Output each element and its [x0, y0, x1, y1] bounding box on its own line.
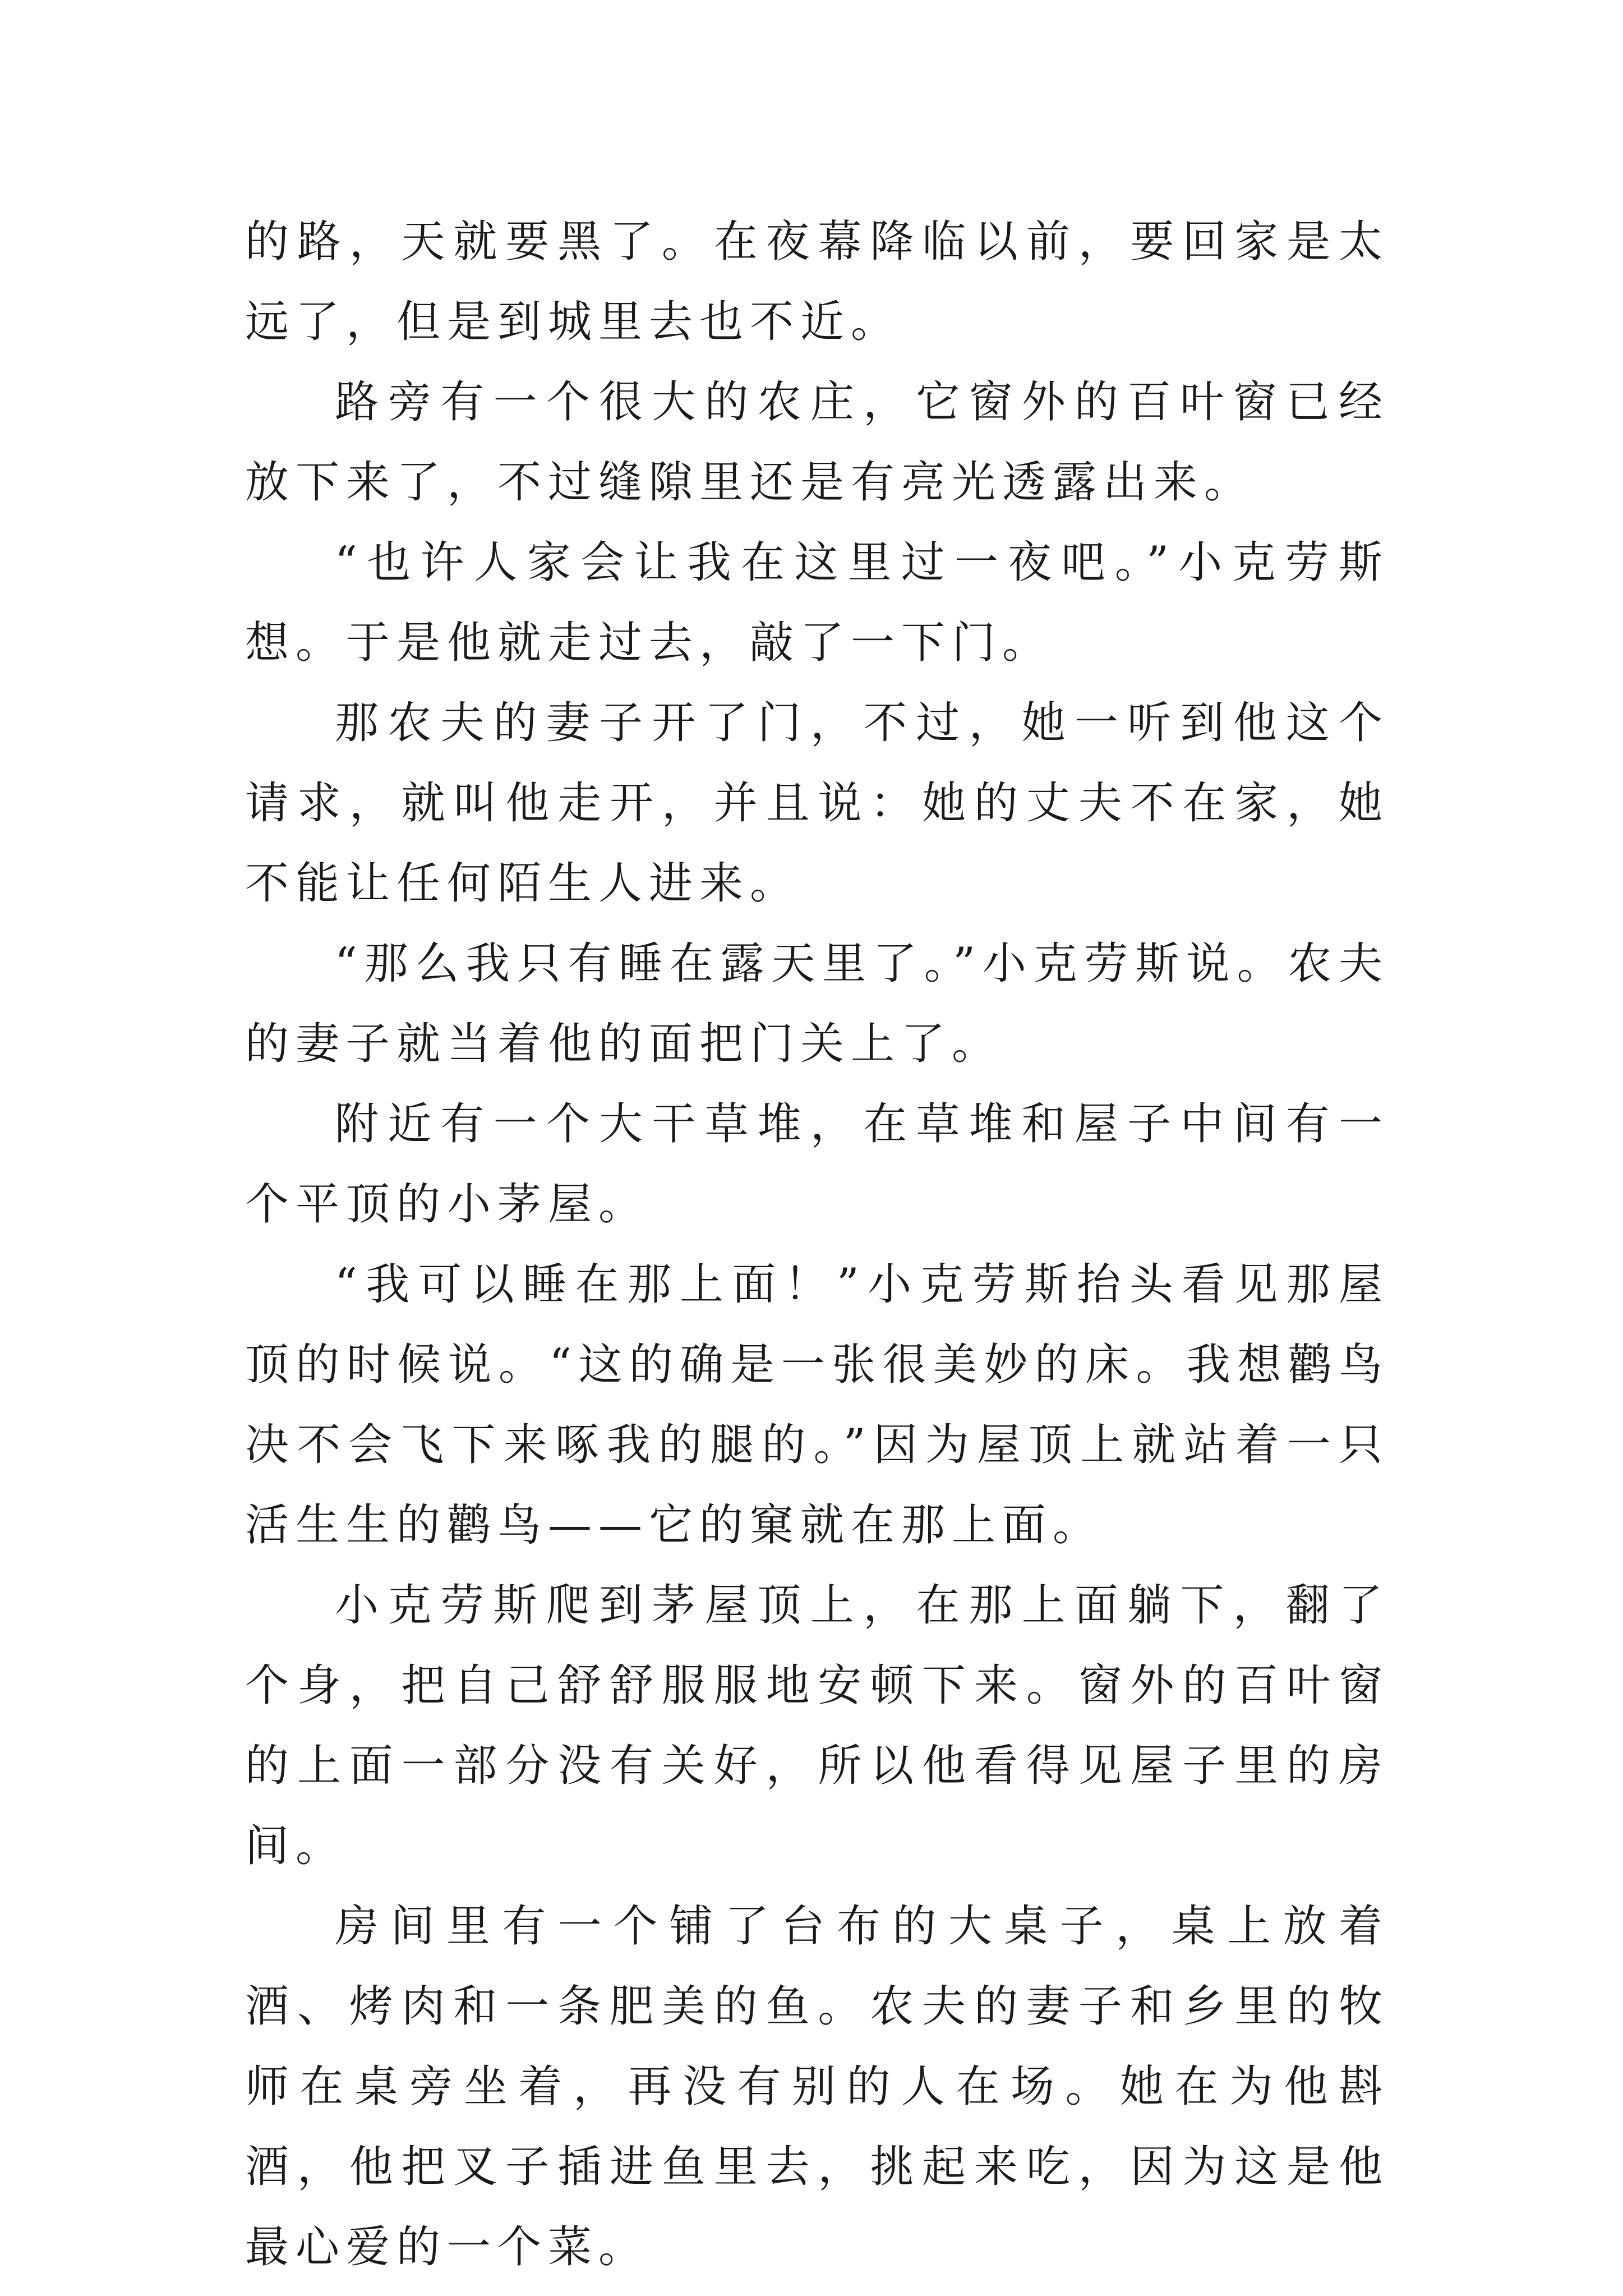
paragraph-8: 小克劳斯爬到茅屋顶上，在那上面躺下，翻了个身，把自己舒舒服服地安顿下来。窗外的百叶窗的上面一部分没有关好，所以他看得见屋子里的房间。 [245, 1580, 1389, 1871]
paragraph-1: 的路，天就要黑了。在夜幕降临以前，要回家是太远了，但是到城里去也不近。 [245, 217, 1389, 347]
paragraph-7: “我可以睡在那上面！”小克劳斯抬头看见那屋顶的时候说。“这的确是一张很美妙的床。我想鹳鸟决不会飞下来啄我的腿的。”因为屋顶上就站着一只活生生的鹳鸟——它的窠就在那上面。 [245, 1259, 1389, 1550]
paragraph-2: 路旁有一个很大的农庄，它窗外的百叶窗已经放下来了，不过缝隙里还是有亮光透露出来。 [245, 377, 1389, 508]
paragraph-3: “也许人家会让我在这里过一夜吧。”小克劳斯想。于是他就走过去，敲了一下门。 [245, 537, 1389, 668]
paragraph-9: 房间里有一个铺了台布的大桌子，桌上放着酒、烤肉和一条肥美的鱼。农夫的妻子和乡里的牧师在桌旁坐着，再没有别的人在场。她在为他斟酒，他把叉子插进鱼里去，挑起来吃，因为这是他最心爱的一个菜。 [245, 1901, 1389, 2272]
paragraph-6: 附近有一个大干草堆，在草堆和屋子中间有一个平顶的小茅屋。 [245, 1099, 1389, 1230]
paragraph-5: “那么我只有睡在露天里了。”小克劳斯说。农夫的妻子就当着他的面把门关上了。 [245, 938, 1389, 1069]
story-text [245, 202, 1389, 2288]
paragraph-4: 那农夫的妻子开了门，不过，她一听到他这个请求，就叫他走开，并且说：她的丈夫不在家，她不能让任何陌生人进来。 [245, 698, 1389, 909]
